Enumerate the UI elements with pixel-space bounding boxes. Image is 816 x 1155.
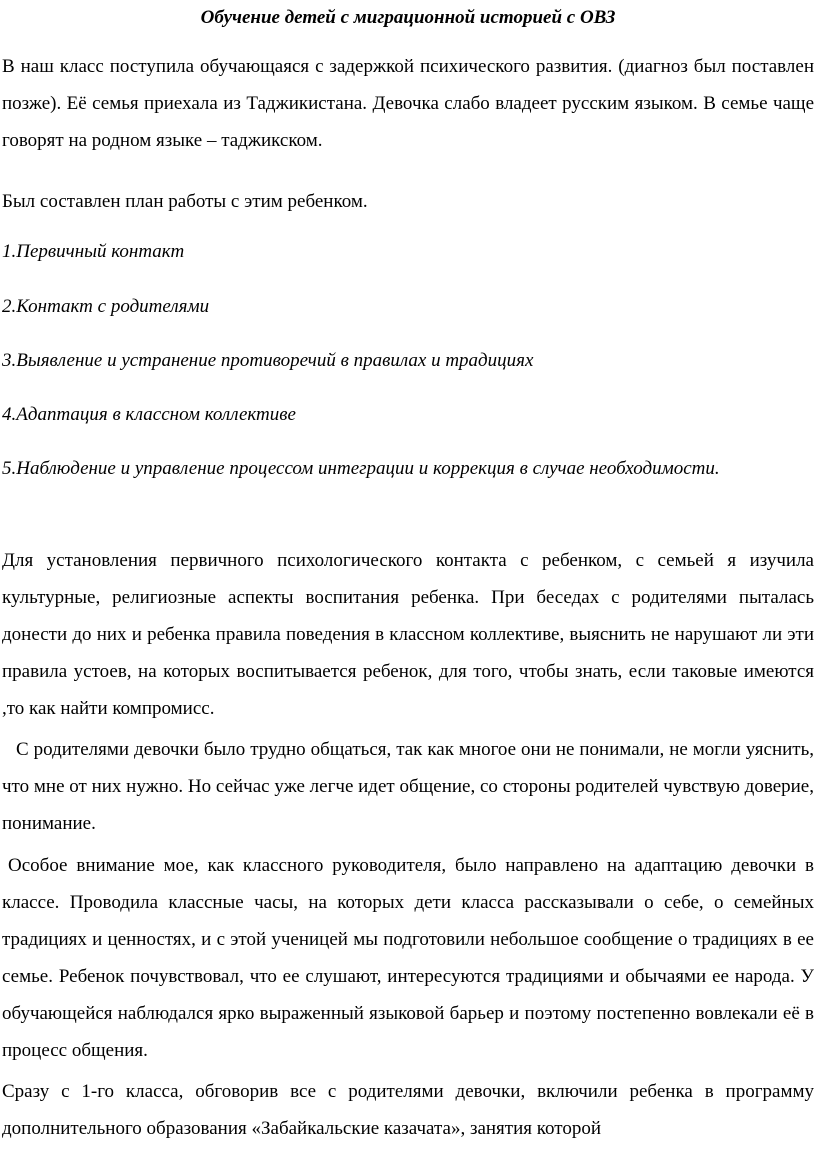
- plan-item-1: 1.Первичный контакт: [2, 241, 185, 262]
- plan-item-5: 5.Наблюдение и управление процессом интеграции и коррекция в случае необходимости.: [2, 458, 720, 479]
- intro-paragraph: В наш класс поступила обучающаяся с задержкой психического развития. (диагноз был поставлен позже). Её семья приехала из Таджикистана. Девочка слабо владеет русским языком. В семье чаще говорят на родном языке – таджикском.: [2, 56, 814, 151]
- body-paragraph-program: Сразу с 1-го класса, обговорив все с родителями девочки, включили ребенка в программу дополнительного образования «Забайкальские казачата», занятия которой: [2, 1081, 814, 1139]
- body-paragraph-adaptation: Особое внимание мое, как классного руководителя, было направлено на адаптацию девочки в классе. Проводила классные часы, на которых дети класса рассказывали о себе, о семейных традициях и ценностях, и с этой ученицей мы подготовили небольшое сообщение о традициях в ее семье. Ребенок почувствовал, что ее слушают, интересуются традициями и обычаями ее народа. У обучающейся наблюдался ярко выраженный языковой барьер и поэтому постепенно вовлекали её в процесс общения.: [2, 855, 814, 1061]
- body-paragraph-parents: С родителями девочки было трудно общаться, так как многое они не понимали, не могли уяснить, что мне от них нужно. Но сейчас уже легче идет общение, со стороны родителей чувствую доверие, понимание.: [2, 739, 814, 834]
- plan-item-4: 4.Адаптация в классном коллективе: [2, 404, 296, 425]
- plan-item-3: 3.Выявление и устранение противоречий в правилах и традициях: [2, 350, 534, 371]
- plan-intro: Был составлен план работы с этим ребенком.: [2, 191, 368, 212]
- body-paragraph-contact: Для установления первичного психологического контакта с ребенком, с семьей я изучила культурные, религиозные аспекты воспитания ребенка. При беседах с родителями пыталась донести до них и ребенка правила поведения в классном коллективе, выяснить не нарушают ли эти правила устоев, на которых воспитывается ребенок, для того, чтобы знать, если таковые имеются ,то как найти компромисс.: [2, 550, 814, 719]
- document-title: Обучение детей с миграционной историей с ОВЗ: [200, 7, 616, 28]
- plan-item-2: 2.Контакт с родителями: [2, 296, 210, 317]
